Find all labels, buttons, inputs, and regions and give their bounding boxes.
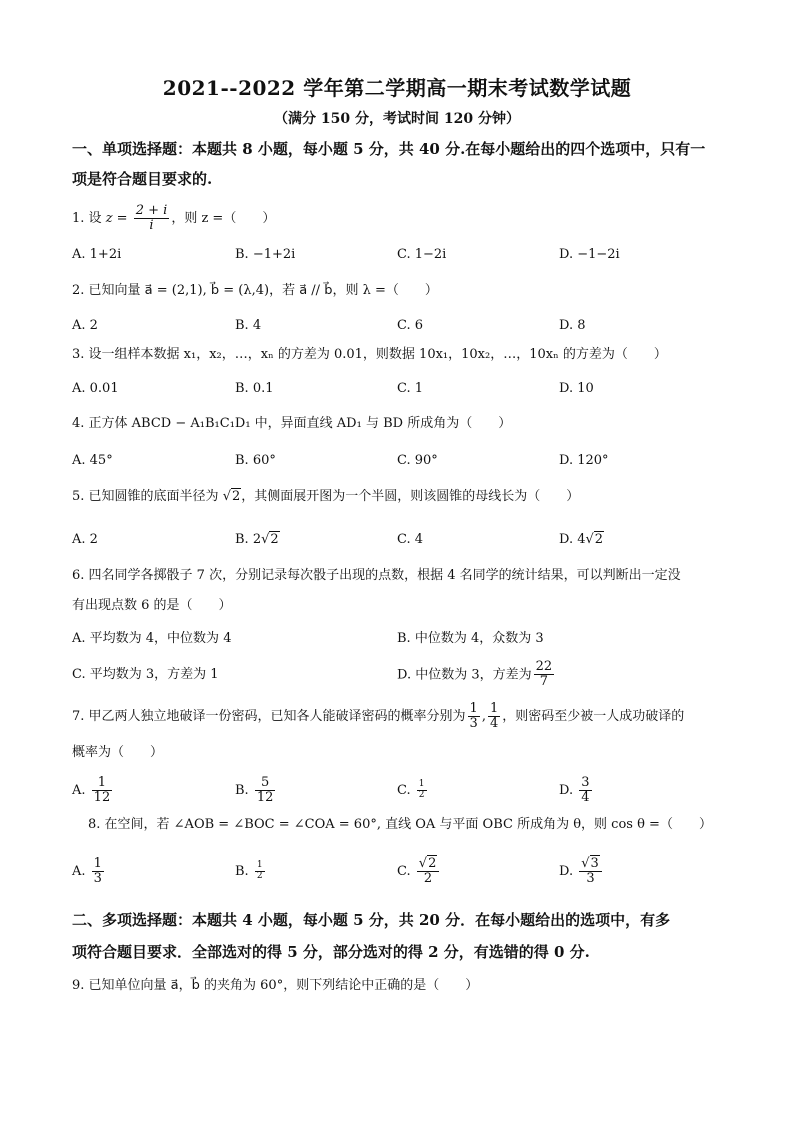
question-2-option-b: B. 4 xyxy=(235,318,262,333)
question-1-options xyxy=(72,240,724,270)
question-5-option-b xyxy=(235,525,280,555)
question-8-option-b-fraction xyxy=(255,861,265,882)
question-2-option-d: D. 8 xyxy=(559,318,586,333)
question-3: 3. 设一组样本数据 x₁，x₂，…，xₙ 的方差为 0.01，则数据 10x₁，10x₂，…，10xₙ 的方差为（ ） xyxy=(72,347,667,362)
question-8-option-c-fraction xyxy=(417,857,440,887)
sqrt-icon: √2 xyxy=(418,855,437,871)
section-2-line-2: 项符合题目要求．全部选对的得 5 分，部分选对的得 2 分，有选错的得 0 分. xyxy=(72,943,590,961)
question-6-option-a: A. 平均数为 4，中位数为 4 xyxy=(72,631,232,646)
question-1-option-a: A. 1+2i xyxy=(72,247,122,262)
question-1-fraction xyxy=(134,204,170,234)
question-8-option-d-radicand: 3 xyxy=(590,855,599,871)
question-8-option-b-den: 2 xyxy=(256,871,263,881)
question-7-option-d-num: 3 xyxy=(581,774,590,790)
question-1-option-b: B. −1+2i xyxy=(235,247,296,262)
question-5-suffix: ，其侧面展开图为一个半圆，则该圆锥的母线长为（ ） xyxy=(241,489,580,504)
question-7-suffix: ，则密码至少被一人成功破译的 xyxy=(502,709,685,724)
question-8-option-c xyxy=(397,850,441,894)
question-4-option-a: A. 45° xyxy=(72,453,113,468)
question-7-option-d-fraction xyxy=(579,776,591,806)
question-4-option-c: C. 90° xyxy=(397,453,438,468)
question-2-option-a: A. 2 xyxy=(72,318,98,333)
question-1-denominator: i xyxy=(149,218,154,233)
question-7-option-c xyxy=(397,770,429,812)
question-7-option-c-num: 1 xyxy=(418,779,425,790)
question-5-option-b-label: B. 2 xyxy=(235,532,262,547)
question-1-option-c: C. 1−2i xyxy=(397,247,447,262)
question-7-option-b-label: B. xyxy=(235,783,249,798)
question-7-line-2: 概率为（ ） xyxy=(72,745,164,760)
page-subtitle: （满分 150 分，考试时间 120 分钟） xyxy=(274,111,520,127)
question-7-option-d-den: 4 xyxy=(581,790,590,805)
question-5-option-a: A. 2 xyxy=(72,532,98,547)
question-8-option-d-den: 3 xyxy=(586,871,595,886)
question-7-f2-den: 4 xyxy=(489,716,499,731)
question-3-option-d: D. 10 xyxy=(559,381,594,396)
question-8-option-a-label: A. xyxy=(72,864,86,879)
question-1-option-d: D. −1−2i xyxy=(559,247,620,262)
section-2-line-1: 二、多项选择题：本题共 4 小题，每小题 5 分，共 20 分．在每小题给出的选项中，有多 xyxy=(72,911,671,929)
question-7-option-a-num: 1 xyxy=(92,776,113,791)
question-2-option-c: C. 6 xyxy=(397,318,424,333)
question-3-option-a: A. 0.01 xyxy=(72,381,119,396)
question-9: 9. 已知单位向量 a⃗，b⃗ 的夹角为 60°，则下列结论中正确的是（ ） xyxy=(72,978,479,993)
sqrt-icon: √2 xyxy=(585,532,604,547)
question-7-f1-den: 3 xyxy=(469,716,478,731)
section-1-heading xyxy=(72,134,724,194)
question-1-numerator: 2 + i xyxy=(135,202,168,218)
question-4-option-d: D. 120° xyxy=(559,453,609,468)
question-3-option-c: C. 1 xyxy=(397,381,424,396)
question-7 xyxy=(72,700,724,734)
question-1-suffix: ，则 z =（ ） xyxy=(171,211,276,226)
question-7-option-c-label: C. xyxy=(397,783,411,798)
question-8-option-c-den: 2 xyxy=(423,871,433,886)
question-5-option-d-radicand: 2 xyxy=(594,532,604,547)
question-1-prefix: 1. 设 xyxy=(72,211,102,226)
question-7-option-d-label: D. xyxy=(559,783,574,798)
section-2-heading xyxy=(72,904,724,968)
question-8-option-c-radicand: 2 xyxy=(428,855,437,871)
question-8-option-a-den: 3 xyxy=(93,871,102,886)
question-6-line-2: 有出现点数 6 的是（ ） xyxy=(72,598,232,613)
question-6-option-d-fraction xyxy=(534,660,555,690)
question-5-prefix: 5. 已知圆锥的底面半径为 xyxy=(72,489,219,504)
section-1-line-2: 项是符合题目要求的. xyxy=(72,170,213,188)
question-7-prefix: 7. 甲乙两人独立地破译一份密码，已知各人能破译密码的概率分别为 xyxy=(72,709,466,724)
question-7-f1-num: 1 xyxy=(469,700,478,716)
question-5-radicand: 2 xyxy=(231,489,241,504)
sqrt-icon: √3 xyxy=(581,855,599,871)
question-8-option-d xyxy=(559,850,604,894)
question-7-options xyxy=(72,770,724,812)
sqrt-icon: √2 xyxy=(222,489,241,504)
question-6-options-row-1 xyxy=(72,624,724,654)
question-5-option-b-radicand: 2 xyxy=(270,532,279,547)
question-8-option-b-label: B. xyxy=(235,864,249,879)
question-7-option-d xyxy=(559,770,594,812)
question-1-z: z xyxy=(105,211,113,226)
question-8-option-b-num: 1 xyxy=(256,860,263,871)
question-8-option-c-num xyxy=(417,857,440,872)
question-8-option-b xyxy=(235,850,267,894)
question-2: 2. 已知向量 a⃗ = (2,1), b⃗ = (λ,4)，若 a⃗ // b⃗，则 λ =（ ） xyxy=(72,283,438,298)
question-8-options xyxy=(72,850,724,894)
question-7-option-b-den: 12 xyxy=(256,790,274,805)
page-title: 2021--2022 学年第二学期高一期末考试数学试题 xyxy=(162,76,632,100)
question-6-line-1: 6. 四名同学各掷骰子 7 次，分别记录每次骰子出现的点数，根据 4 名同学的统计结果，可以判断出一定没 xyxy=(72,568,681,583)
question-3-option-b: B. 0.1 xyxy=(235,381,274,396)
question-7-option-b-num: 5 xyxy=(255,776,276,791)
question-4-options xyxy=(72,446,724,476)
question-6-option-d-denominator: 7 xyxy=(539,674,549,690)
question-8-option-a xyxy=(72,850,106,894)
section-1-line-1: 一、单项选择题：本题共 8 小题，每小题 5 分，共 40 分.在每小题给出的四个选项中，只有一 xyxy=(72,140,706,158)
question-5-option-d xyxy=(559,525,604,555)
question-6-option-b: B. 中位数为 4，众数为 3 xyxy=(397,631,544,646)
question-8-option-d-num xyxy=(579,857,602,872)
question-4: 4. 正方体 ABCD − A₁B₁C₁D₁ 中，异面直线 AD₁ 与 BD 所成角为（ ） xyxy=(72,416,512,431)
question-7-comma: , xyxy=(481,709,486,724)
question-7-fraction-1 xyxy=(468,702,480,732)
question-5 xyxy=(72,484,724,510)
question-6-options-row-2 xyxy=(72,660,724,696)
question-8-option-d-fraction xyxy=(579,857,602,887)
question-7-f2-num: 1 xyxy=(489,700,499,716)
question-7-option-a-den: 12 xyxy=(93,790,111,805)
question-8-option-a-fraction xyxy=(92,857,104,887)
question-4-option-b: B. 60° xyxy=(235,453,276,468)
sqrt-icon: √2 xyxy=(261,532,279,547)
question-7-fraction-2 xyxy=(488,702,500,732)
question-7-option-a xyxy=(72,770,114,812)
question-8-option-c-label: C. xyxy=(397,864,411,879)
question-5-option-c: C. 4 xyxy=(397,532,424,547)
question-8: 8. 在空间，若 ∠AOB = ∠BOC = ∠COA = 60°, 直线 OA 与平面 OBC 所成角为 θ，则 cos θ =（ ） xyxy=(88,817,712,832)
question-1-eq: = xyxy=(112,211,132,226)
question-6-option-d xyxy=(397,660,556,690)
question-7-option-b xyxy=(235,770,277,812)
question-7-option-b-fraction xyxy=(255,776,276,806)
question-5-option-d-label: D. 4 xyxy=(559,532,586,547)
question-6-option-d-text: D. 中位数为 3，方差为 xyxy=(397,667,532,683)
question-7-option-a-fraction xyxy=(92,776,113,806)
question-7-option-a-label: A. xyxy=(72,783,86,798)
question-6-option-c: C. 平均数为 3，方差为 1 xyxy=(72,667,219,682)
question-8-option-d-label: D. xyxy=(559,864,574,879)
question-8-option-a-num: 1 xyxy=(93,855,102,871)
question-6 xyxy=(72,561,724,621)
question-1 xyxy=(72,202,724,236)
question-7-option-c-den: 2 xyxy=(418,790,425,800)
question-7-option-c-fraction xyxy=(417,780,427,801)
question-3-options xyxy=(72,374,724,404)
question-2-options xyxy=(72,311,724,341)
question-5-options xyxy=(72,525,724,555)
question-6-option-d-numerator: 22 xyxy=(535,659,553,674)
